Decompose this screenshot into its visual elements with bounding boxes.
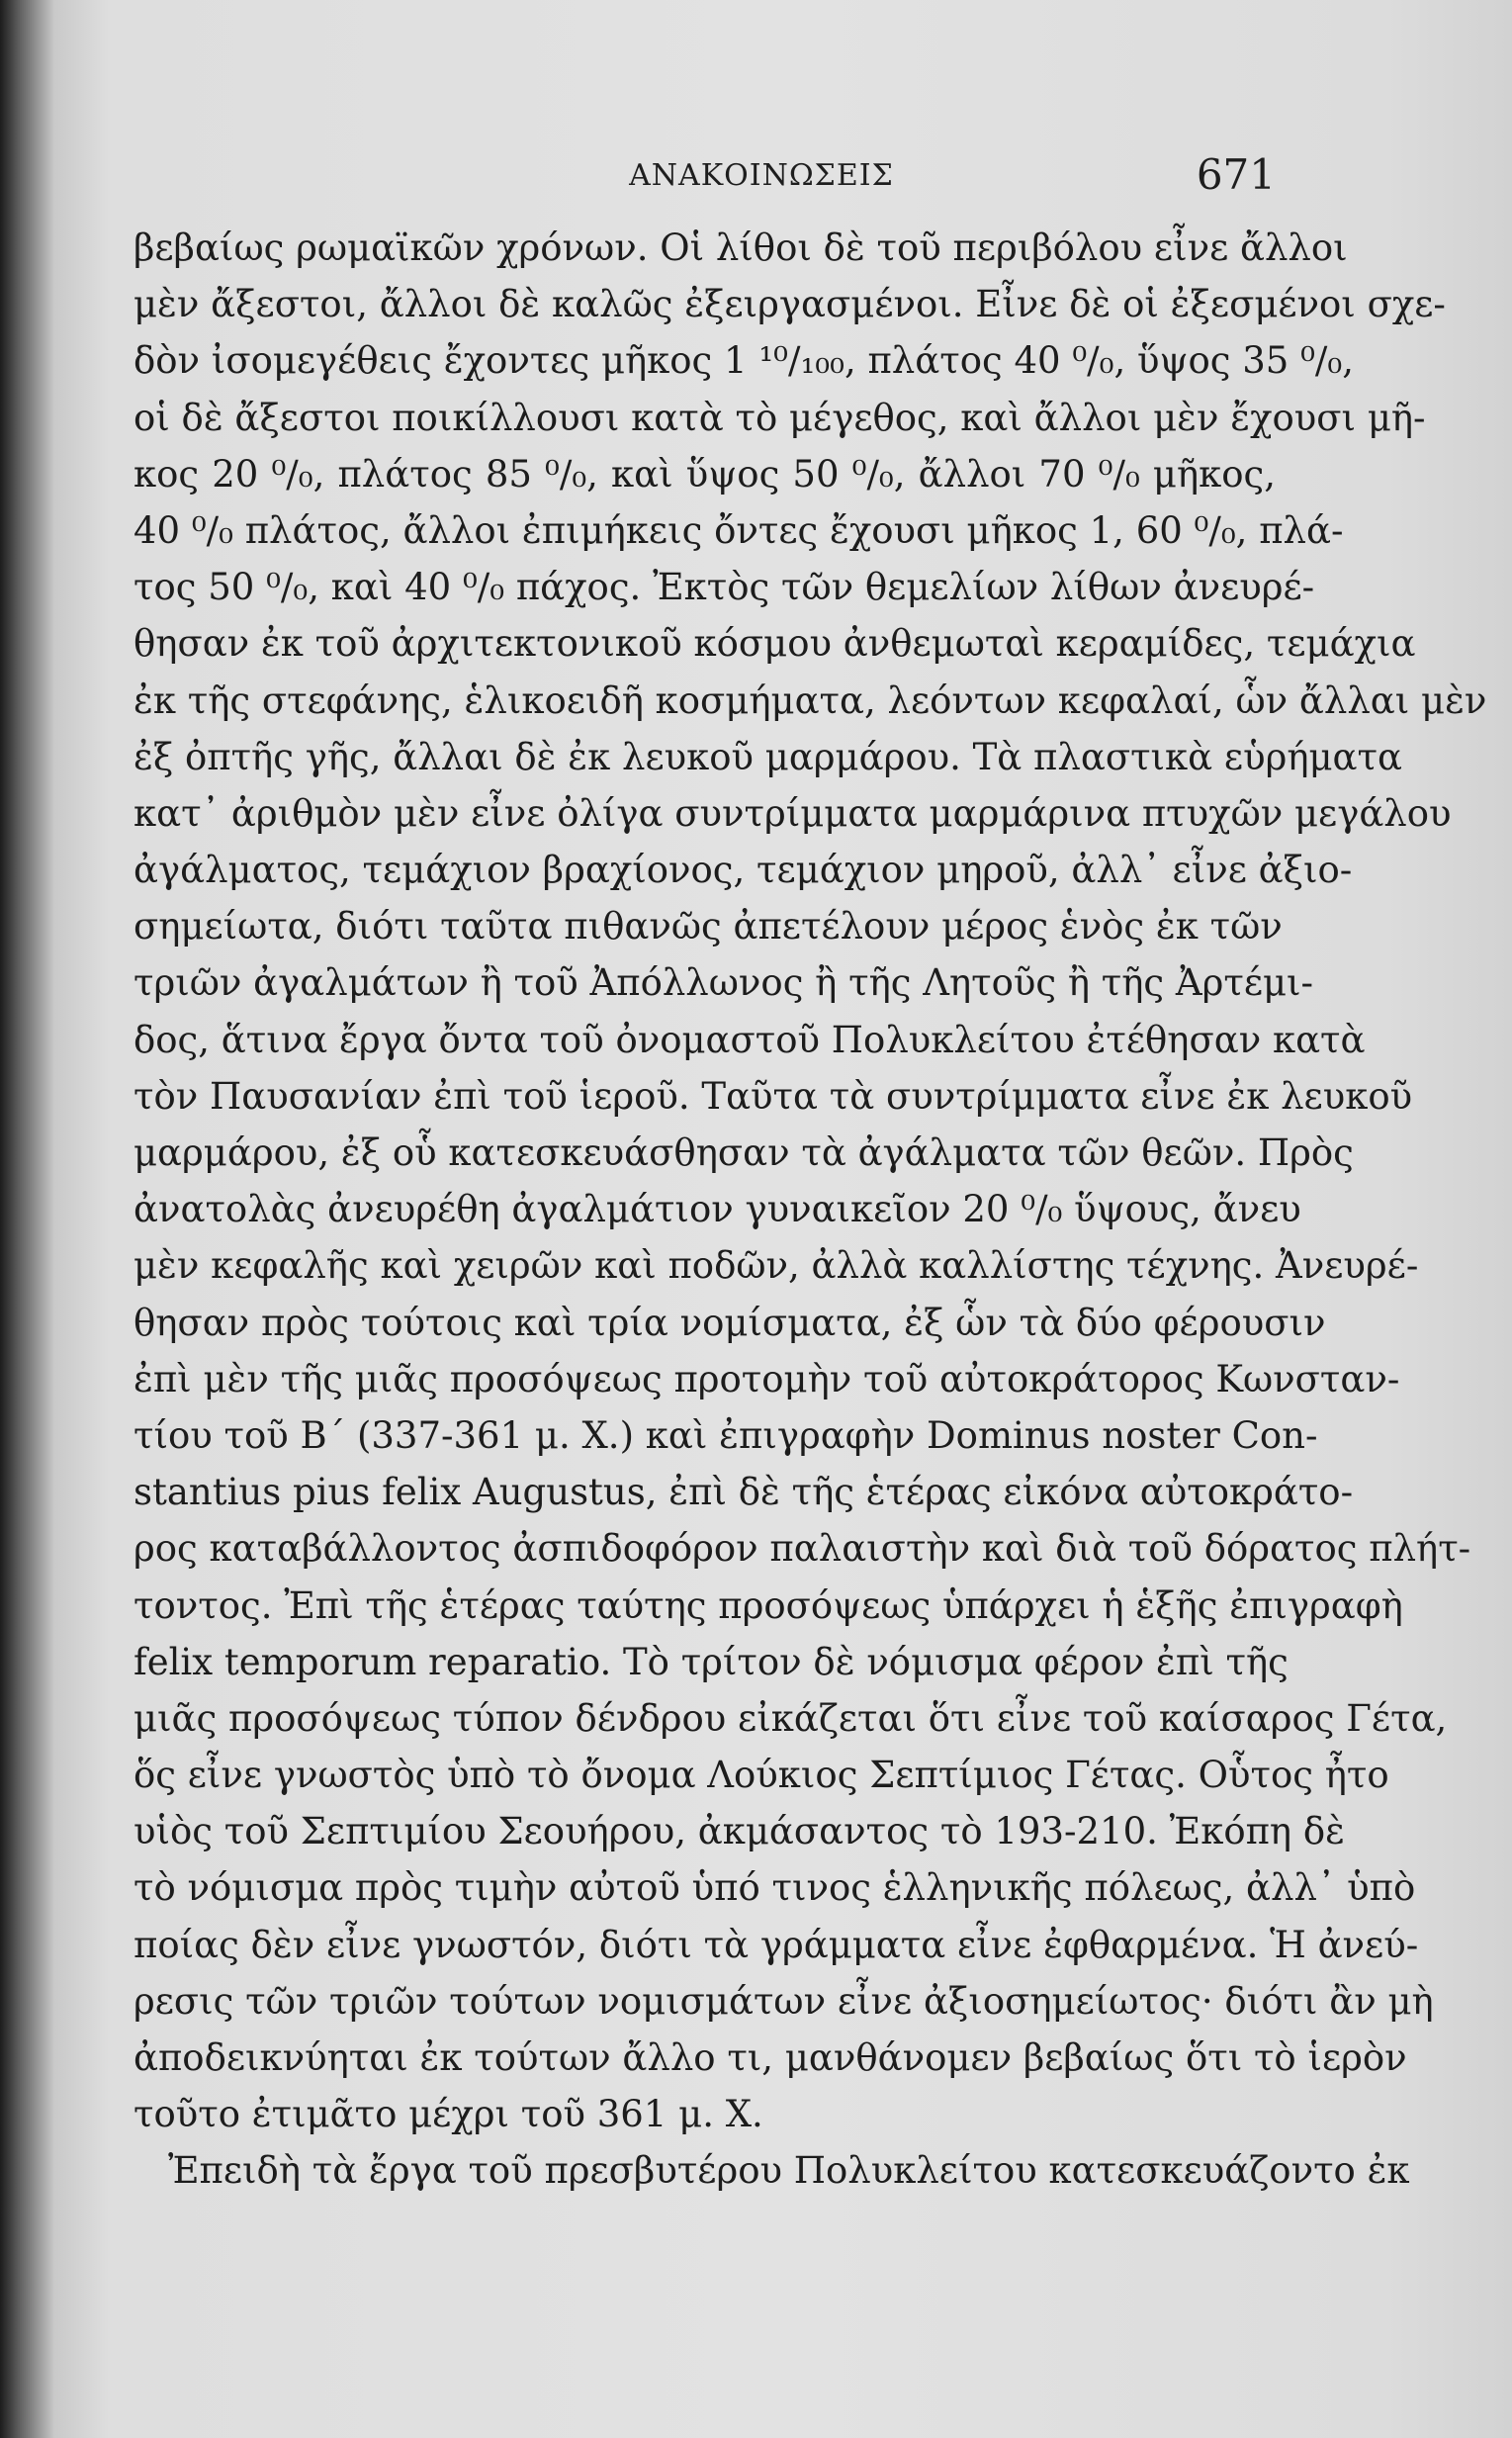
text-line: ρεσις τῶν τριῶν τούτων νομισμάτων εἶνε ἀξιοσημείωτος· διότι ἂν μὴ xyxy=(133,1979,1434,2023)
page-header xyxy=(237,148,1286,208)
text-line: ἐκ τῆς στεφάνης, ἑλικοειδῆ κοσμήματα, λεόντων κεφαλαί, ὧν ἄλλαι μὲν xyxy=(133,678,1487,722)
text-line: ἐξ ὀπτῆς γῆς, ἄλλαι δὲ ἐκ λευκοῦ μαρμάρου. Τὰ πλαστικὰ εὑρήματα xyxy=(133,735,1402,778)
text-line: τίου τοῦ Β΄ (337-361 μ. Χ.) καὶ ἐπιγραφὴν Dominus noster Con- xyxy=(133,1413,1318,1457)
text-line: υἱὸς τοῦ Σεπτιμίου Σεουήρου, ἀκμάσαντος τὸ 193-210. Ἐκόπη δὲ xyxy=(133,1810,1345,1853)
text-line: Ἐπειδὴ τὰ ἔργα τοῦ πρεσβυτέρου Πολυκλείτου κατεσκευάζοντο ἐκ xyxy=(168,2149,1410,2193)
text-line: ἀποδεικνύηται ἐκ τούτων ἄλλο τι, μανθάνομεν βεβαίως ὅτι τὸ ἱερὸν xyxy=(133,2036,1407,2079)
text-line: μαρμάρου, ἐξ οὗ κατεσκευάσθησαν τὰ ἀγάλματα τῶν θεῶν. Πρὸς xyxy=(133,1131,1354,1174)
text-line: βεβαίως ρωμαϊκῶν χρόνων. Οἱ λίθοι δὲ τοῦ περιβόλου εἶνε ἄλλοι xyxy=(133,226,1348,269)
text-line: τὸν Παυσανίαν ἐπὶ τοῦ ἱεροῦ. Ταῦτα τὰ συντρίμματα εἶνε ἐκ λευκοῦ xyxy=(133,1074,1413,1118)
text-line: ποίας δὲν εἶνε γνωστόν, διότι τὰ γράμματα εἶνε ἐφθαρμένα. Ἡ ἀνεύ- xyxy=(133,1923,1419,1966)
text-line: μιᾶς προσόψεως τύπον δένδρου εἰκάζεται ὅτι εἶνε τοῦ καίσαρος Γέτα, xyxy=(133,1696,1448,1740)
text-line: ὅς εἶνε γνωστὸς ὑπὸ τὸ ὄνομα Λούκιος Σεπτίμιος Γέτας. Οὗτος ἦτο xyxy=(133,1754,1389,1797)
body-text xyxy=(133,220,1487,2200)
text-line: τοῦτο ἐτιμᾶτο μέχρι τοῦ 361 μ. Χ. xyxy=(133,2093,763,2136)
text-line: δος, ἅτινα ἔργα ὄντα τοῦ ὀνομαστοῦ Πολυκλείτου ἐτέθησαν κατὰ xyxy=(133,1018,1366,1061)
text-line: δὸν ἰσομεγέθεις ἔχοντες μῆκος 1 ¹⁰/₁₀₀, πλάτος 40 ⁰/₀, ὕψος 35 ⁰/₀, xyxy=(133,339,1354,383)
text-line: κατ᾽ ἀριθμὸν μὲν εἶνε ὀλίγα συντρίμματα μαρμάρινα πτυχῶν μεγάλου xyxy=(133,791,1452,835)
text-line: τὸ νόμισμα πρὸς τιμὴν αὐτοῦ ὑπό τινος ἑλληνικῆς πόλεως, ἀλλ᾽ ὑπὸ xyxy=(133,1866,1416,1910)
running-title: ΑΝΑΚΟΙΝΩΣΕΙΣ xyxy=(629,158,894,193)
text-line: μὲν κεφαλῆς καὶ χειρῶν καὶ ποδῶν, ἀλλὰ καλλίστης τέχνης. Ἀνευρέ- xyxy=(133,1244,1419,1288)
text-line: κος 20 ⁰/₀, πλάτος 85 ⁰/₀, καὶ ὕψος 50 ⁰/₀, ἄλλοι 70 ⁰/₀ μῆκος, xyxy=(133,452,1276,496)
text-line: τοντος. Ἐπὶ τῆς ἑτέρας ταύτης προσόψεως ὑπάρχει ἡ ἑξῆς ἐπιγραφὴ xyxy=(133,1583,1403,1627)
text-line: ρος καταβάλλοντος ἀσπιδοφόρον παλαιστὴν καὶ διὰ τοῦ δόρατος πλήτ- xyxy=(133,1527,1471,1571)
text-line: felix temporum reparatio. Τὸ τρίτον δὲ νόμισμα φέρον ἐπὶ τῆς xyxy=(133,1640,1289,1683)
text-line: τος 50 ⁰/₀, καὶ 40 ⁰/₀ πάχος. Ἐκτὸς τῶν θεμελίων λίθων ἀνευρέ- xyxy=(133,566,1315,609)
text-line: 40 ⁰/₀ πλάτος, ἄλλοι ἐπιμήκεις ὄντες ἔχουσι μῆκος 1, 60 ⁰/₀, πλά- xyxy=(133,508,1344,552)
text-line: οἱ δὲ ἄξεστοι ποικίλλουσι κατὰ τὸ μέγεθος, καὶ ἄλλοι μὲν ἔχουσι μῆ- xyxy=(133,396,1426,439)
text-line: μὲν ἄξεστοι, ἄλλοι δὲ καλῶς ἐξειργασμένοι. Εἶνε δὲ οἱ ἐξεσμένοι σχε- xyxy=(133,283,1446,326)
text-line: σημείωτα, διότι ταῦτα πιθανῶς ἀπετέλουν μέρος ἑνὸς ἐκ τῶν xyxy=(133,905,1283,948)
page-number: 671 xyxy=(1196,150,1276,199)
text-line: ἀνατολὰς ἀνευρέθη ἀγαλμάτιον γυναικεῖον 20 ⁰/₀ ὕψους, ἄνευ xyxy=(133,1188,1301,1231)
text-line: θησαν πρὸς τούτοις καὶ τρία νομίσματα, ἐξ ὧν τὰ δύο φέρουσιν xyxy=(133,1301,1326,1344)
text-line: stantius pius felix Augustus, ἐπὶ δὲ τῆς ἑτέρας εἰκόνα αὐτοκράτο- xyxy=(133,1471,1354,1514)
text-line: ἀγάλματος, τεμάχιον βραχίονος, τεμάχιον μηροῦ, ἀλλ᾽ εἶνε ἀξιο- xyxy=(133,849,1353,892)
text-line: τριῶν ἀγαλμάτων ἢ τοῦ Ἀπόλλωνος ἢ τῆς Λητοῦς ἢ τῆς Ἀρτέμι- xyxy=(133,961,1314,1005)
text-line: θησαν ἐκ τοῦ ἀρχιτεκτονικοῦ κόσμου ἀνθεμωταὶ κεραμίδες, τεμάχια xyxy=(133,622,1416,666)
text-line: ἐπὶ μὲν τῆς μιᾶς προσόψεως προτομὴν τοῦ αὐτοκράτορος Κωνσταν- xyxy=(133,1357,1400,1400)
